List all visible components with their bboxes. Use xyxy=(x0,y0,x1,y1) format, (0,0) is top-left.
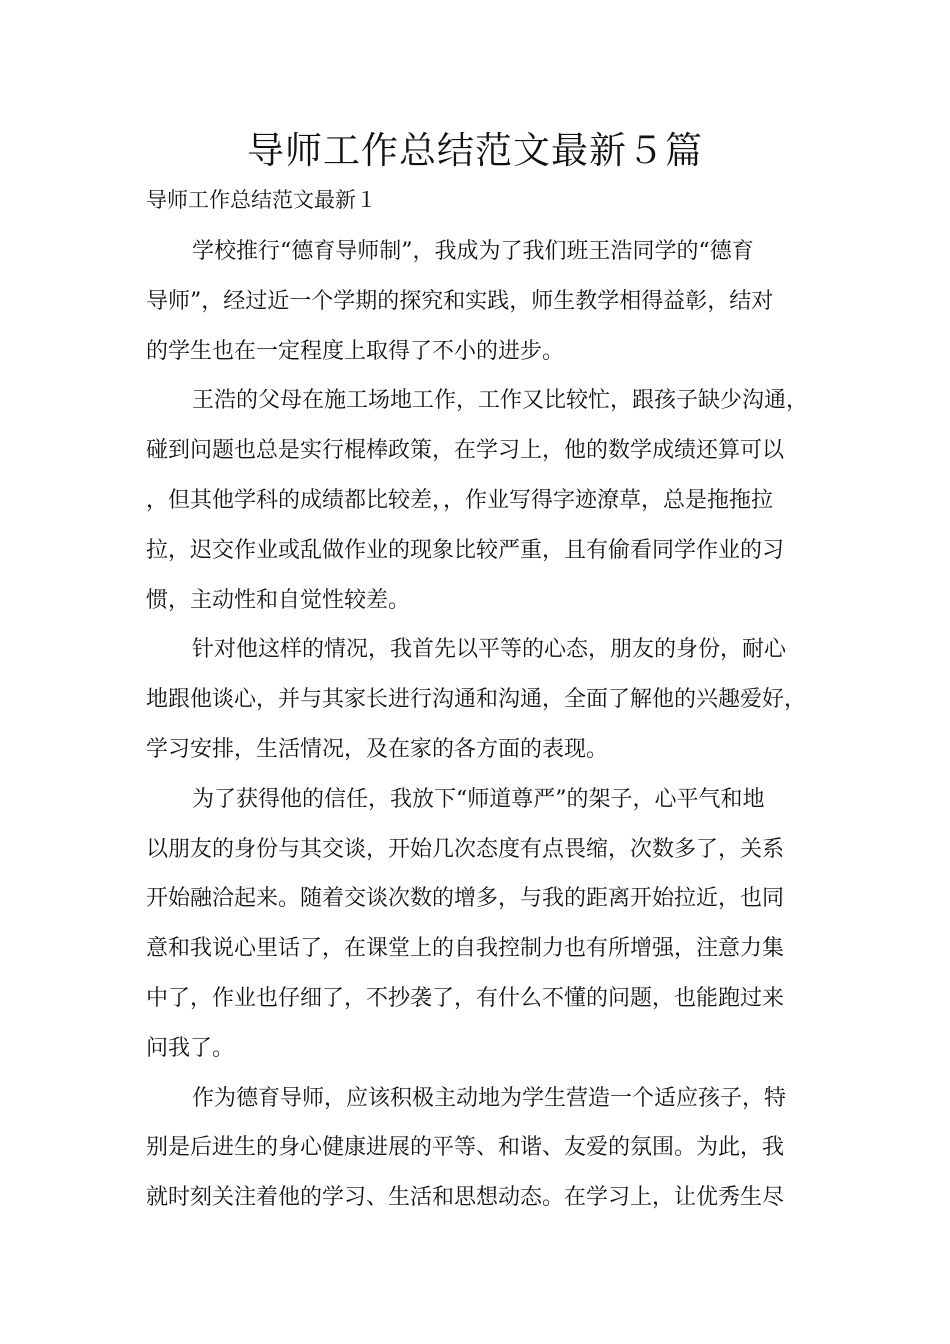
paragraph-line: 碰到问题也总是实行棍棒政策，在学习上，他的数学成绩还算可以 xyxy=(146,438,785,464)
paragraph-line: 学习安排，生活情况，及在家的各方面的表现。 xyxy=(146,736,609,762)
document-title: 导师工作总结范文最新５篇 xyxy=(247,129,703,172)
paragraph-line: 导师”，经过近一个学期的探究和实践，师生教学相得益彰，结对 xyxy=(146,288,774,314)
paragraph-line: 别是后进生的身心健康进展的平等、和谐、友爱的氛围。为此，我 xyxy=(146,1135,785,1161)
paragraph-line: 惯，主动性和自觉性较差。 xyxy=(146,587,411,613)
document-subtitle: 导师工作总结范文最新１ xyxy=(146,188,377,212)
document-body xyxy=(146,227,832,1223)
paragraph-line: 意和我说心里话了，在课堂上的自我控制力也有所增强，注意力集 xyxy=(146,936,785,962)
paragraph-line: 学校推行“德育导师制”，我成为了我们班王浩同学的“德育 xyxy=(192,239,754,264)
paragraph-line: 作为德育导师，应该积极主动地为学生营造一个适应孩子，特 xyxy=(192,1085,787,1111)
paragraph-line: 中了，作业也仔细了，不抄袭了，有什么不懂的问题，也能跑过来 xyxy=(146,985,785,1011)
paragraph-line: 的学生也在一定程度上取得了不小的进步。 xyxy=(146,338,565,364)
paragraph-line: 以朋友的身份与其交谈，开始几次态度有点畏缩，次数多了，关系 xyxy=(146,836,785,862)
paragraph-line: 拉，迟交作业或乱做作业的现象比较严重，且有偷看同学作业的习 xyxy=(146,537,785,563)
paragraph-line: 为了获得他的信任，我放下“师道尊严”的架子，心平气和地 xyxy=(192,786,765,812)
paragraph-line: ，但其他学科的成绩都比较差，，作业写得字迹潦草，总是拖拖拉 xyxy=(146,487,774,513)
paragraph-line: 针对他这样的情况，我首先以平等的心态，朋友的身份，耐心 xyxy=(192,637,787,663)
paragraph-line: 王浩的父母在施工场地工作，工作又比较忙，跟孩子缺少沟通， xyxy=(192,388,809,414)
paragraph-line: 问我了。 xyxy=(146,1035,235,1061)
paragraph-line: 就时刻关注着他的学习、生活和思想动态。在学习上，让优秀生尽 xyxy=(146,1185,785,1211)
paragraph-line: 地跟他谈心，并与其家长进行沟通和沟通，全面了解他的兴趣爱好， xyxy=(146,687,807,713)
paragraph-line: 开始融洽起来。随着交谈次数的增多，与我的距离开始拉近，也同 xyxy=(146,886,785,912)
